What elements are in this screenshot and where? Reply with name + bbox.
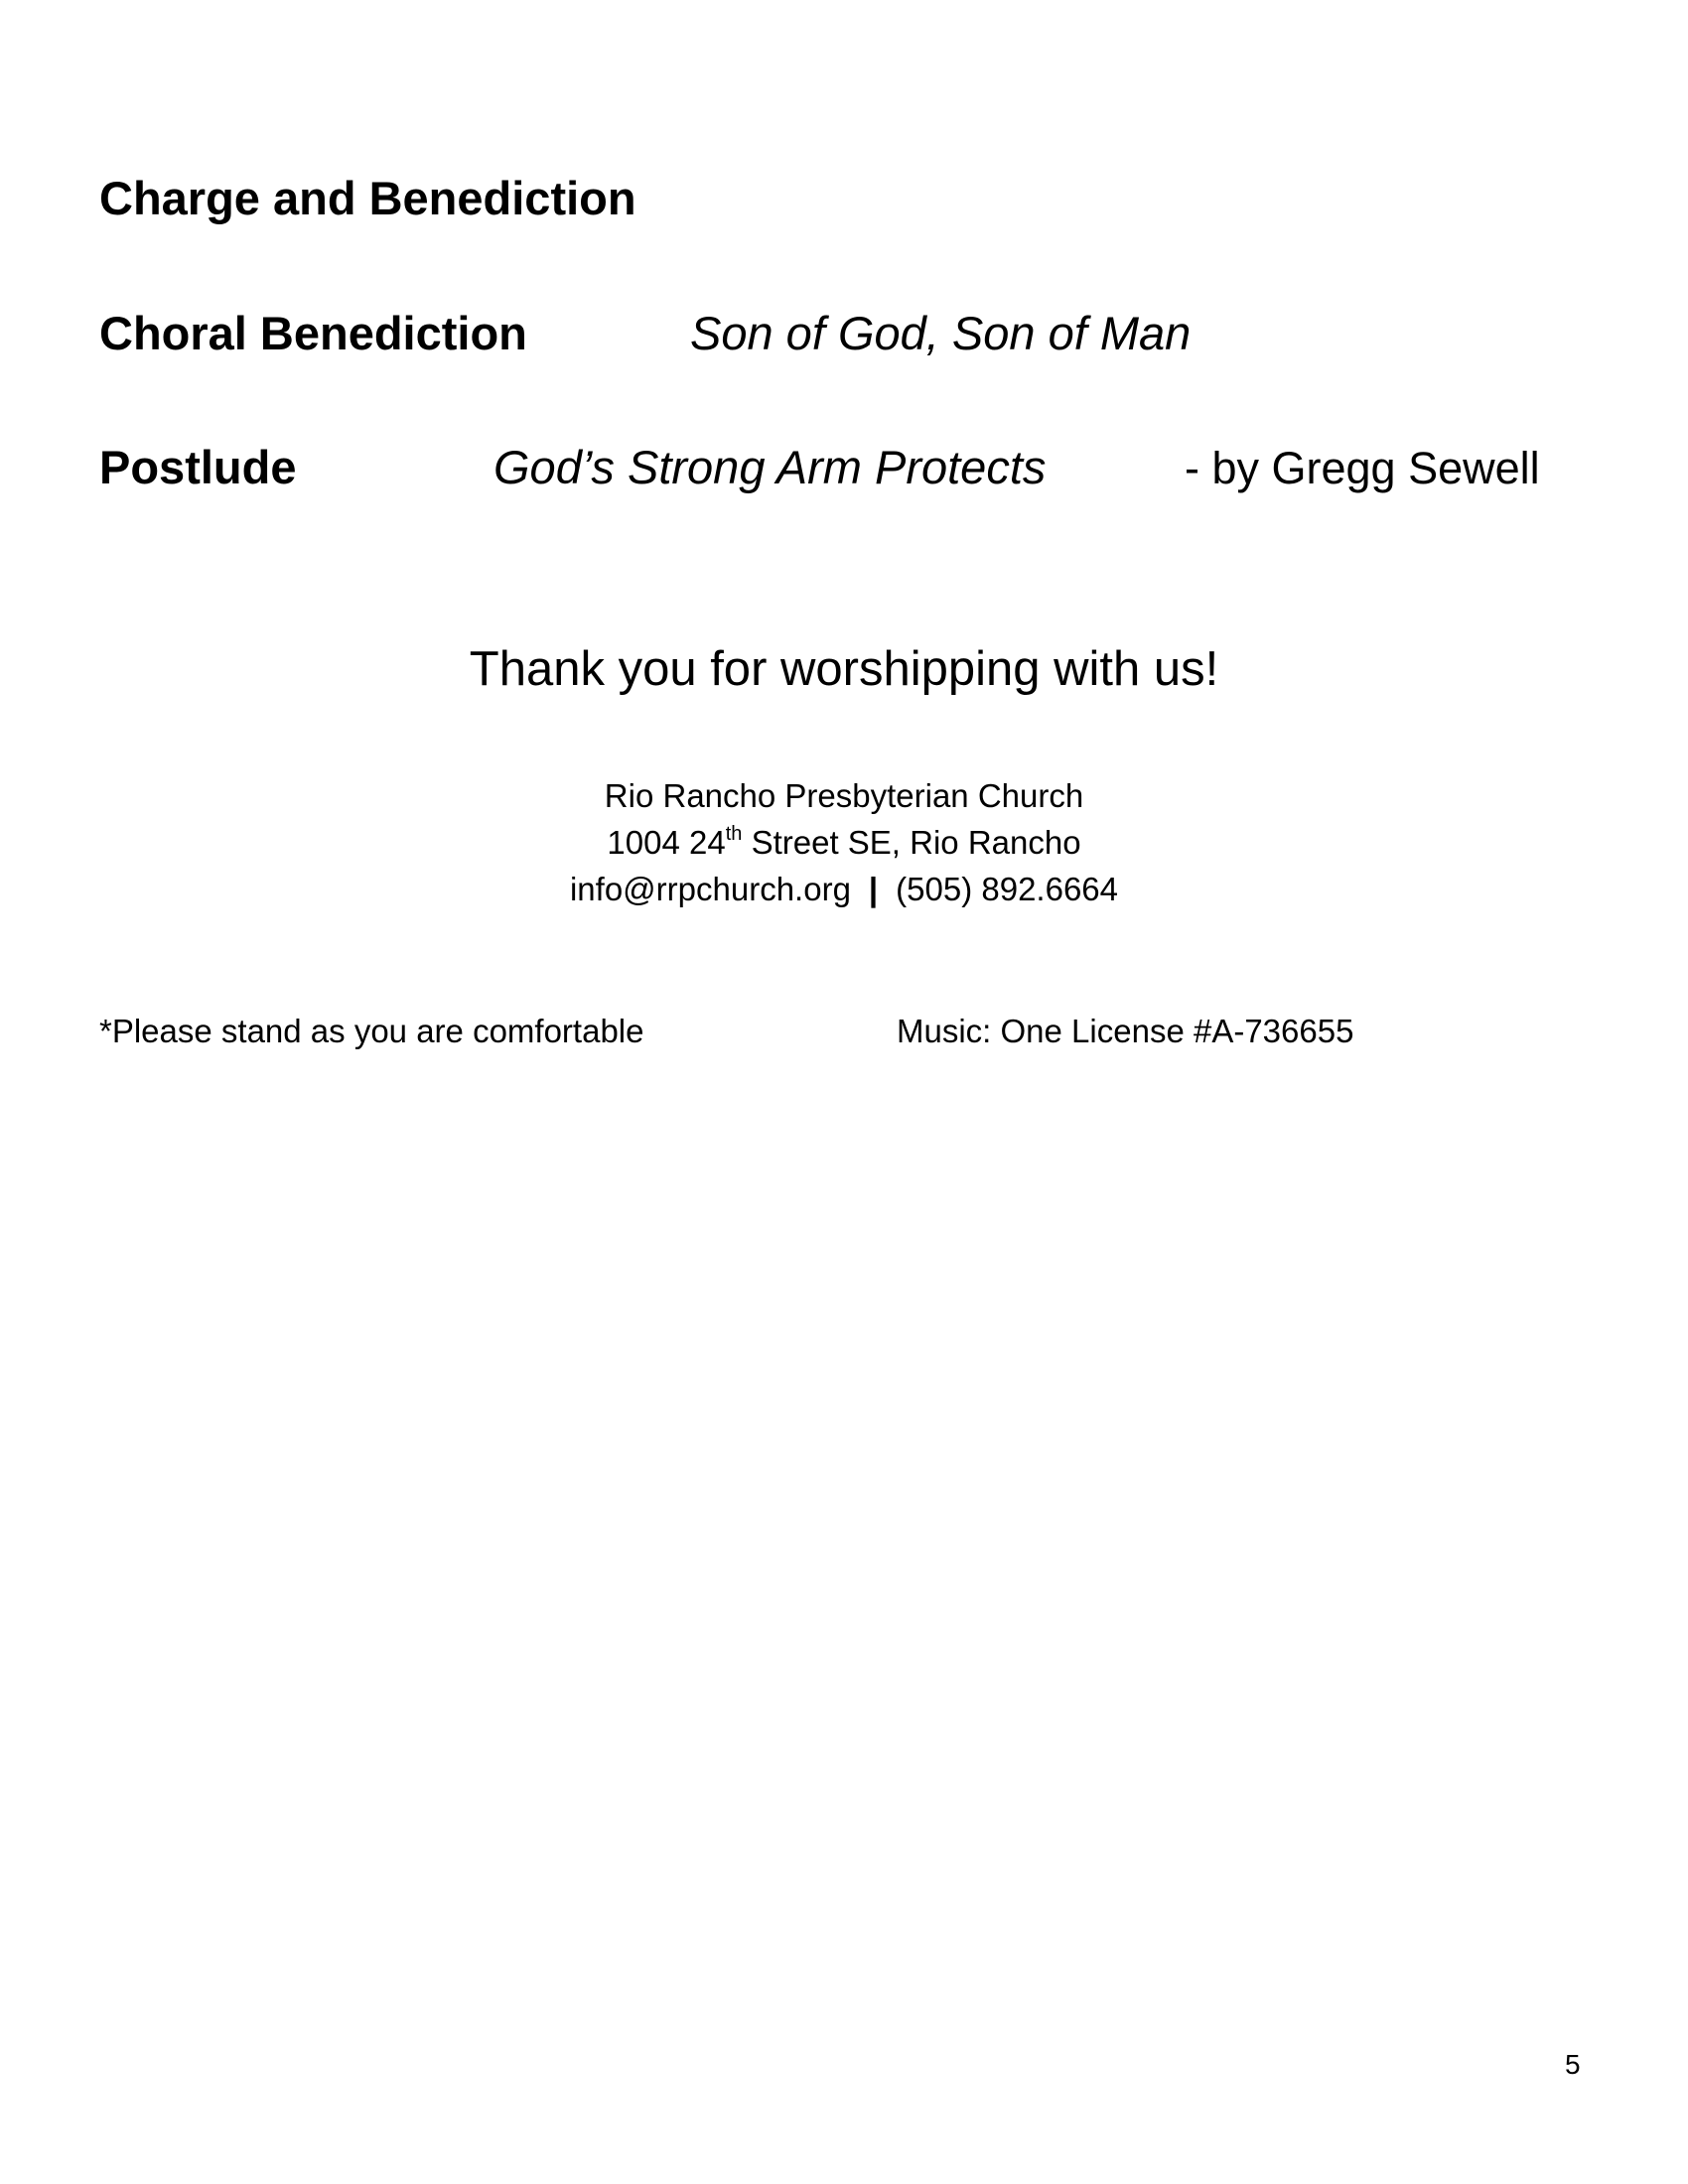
music-license-note: Music: One License #A-736655	[897, 1013, 1354, 1049]
church-phone[interactable]: (505) 892.6664	[896, 871, 1119, 907]
address-number: 1004 24	[607, 824, 726, 861]
church-name: Rio Rancho Presbyterian Church	[604, 777, 1084, 814]
address-street: Street SE, Rio Rancho	[742, 824, 1081, 861]
church-address	[0, 819, 1688, 866]
page-number: 5	[1565, 2049, 1581, 2080]
church-contact-block	[0, 772, 1688, 912]
contact-separator: |	[868, 871, 879, 907]
postlude-composer-credit: - by Gregg Sewell	[1185, 443, 1540, 493]
church-contact-line	[0, 866, 1688, 912]
postlude-title: God’s Strong Arm Protects	[493, 441, 1047, 493]
address-ordinal-suffix: th	[725, 823, 743, 845]
choral-benediction-heading: Choral Benediction	[99, 307, 527, 359]
postlude-heading: Postlude	[99, 441, 297, 493]
charge-and-benediction-heading: Charge and Benediction	[99, 172, 636, 224]
stand-note: *Please stand as you are comfortable	[99, 1013, 644, 1049]
choral-benediction-title: Son of God, Son of Man	[690, 307, 1192, 359]
thank-you-message: Thank you for worshipping with us!	[469, 642, 1219, 696]
church-email[interactable]: info@rrpchurch.org	[569, 871, 851, 907]
